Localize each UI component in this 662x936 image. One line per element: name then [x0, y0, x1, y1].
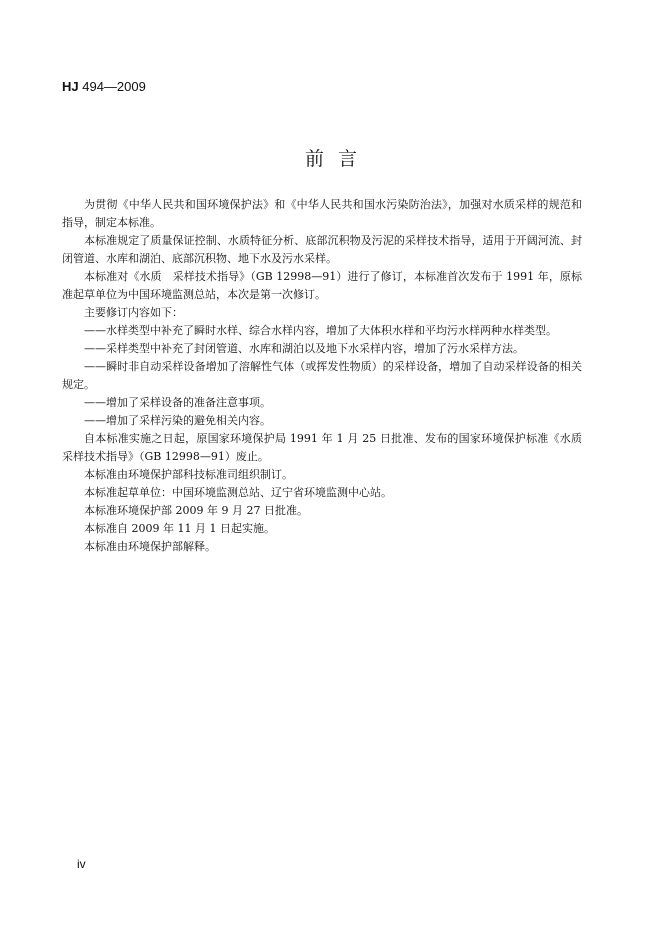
paragraph: 本标准自 2009 年 11 月 1 日起实施。 [84, 522, 275, 535]
standard-code-prefix: HJ [62, 79, 79, 94]
revision-item: ——采样类型中补充了封闭管道、水库和湖泊以及地下水采样内容，增加了污水采样方法。 [84, 342, 524, 355]
paragraph: 为贯彻《中华人民共和国环境保护法》和《中华人民共和国水污染防治法》，加强对水质采样的规范和指导，制定本标准。 [62, 198, 582, 229]
paragraph: 本标准由环境保护部解释。 [84, 540, 216, 553]
foreword-body [62, 196, 593, 556]
revision-item: ——增加了采样污染的避免相关内容。 [84, 414, 271, 427]
paragraph: 本标准起草单位：中国环境监测总站、辽宁省环境监测中心站。 [84, 486, 392, 499]
revision-item: ——水样类型中补充了瞬时水样、综合水样内容，增加了大体积水样和平均污水样两种水样类型。 [84, 324, 557, 337]
paragraph: 本标准对《水质 采样技术指导》（GB 12998—91）进行了修订，本标准首次发布于 1991 年，原标准起草单位为中国环境监测总站，本次是第一次修订。 [62, 270, 582, 301]
paragraph: 主要修订内容如下： [84, 306, 183, 319]
paragraph: 自本标准实施之日起，原国家环境保护局 1991 年 1 月 25 日批准、发布的国家环境保护标准《水质 采样技术指导》（GB 12998—91）废止。 [62, 432, 593, 463]
standard-code-number: 494—2009 [78, 79, 146, 94]
paragraph: 本标准环境保护部 2009 年 9 月 27 日批准。 [84, 504, 308, 517]
revision-item: ——瞬时非自动采样设备增加了溶解性气体（或挥发性物质）的采样设备，增加了自动采样设备的相关规定。 [62, 360, 582, 391]
page-title: 前言 [304, 148, 371, 170]
standard-code-header [62, 79, 146, 94]
paragraph: 本标准规定了质量保证控制、水质特征分析、底部沉积物及污泥的采样技术指导，适用于开阔河流、封闭管道、水库和湖泊、底部沉积物、地下水及污水采样。 [62, 234, 582, 265]
paragraph: 本标准由环境保护部科技标准司组织制订。 [84, 468, 293, 481]
page-number: iv [77, 857, 86, 871]
revision-item: ——增加了采样设备的准备注意事项。 [84, 396, 271, 409]
